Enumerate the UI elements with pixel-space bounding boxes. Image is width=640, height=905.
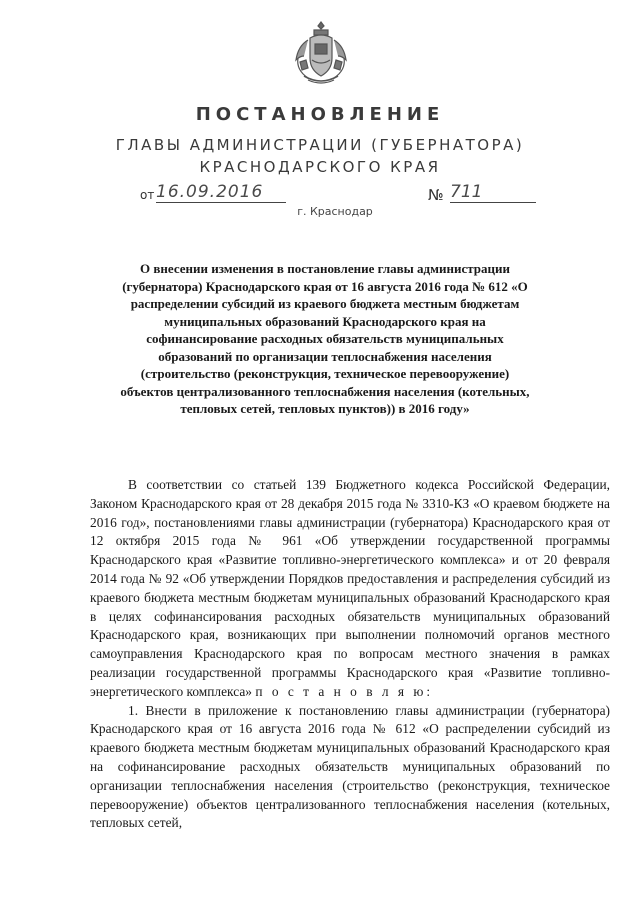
document-type-heading: ПОСТАНОВЛЕНИЕ [195,104,445,125]
item-1-paragraph: 1. Внести в приложение к постановлению главы администрации (губернатора) Краснодарского края от 16 августа 2016 года № 612 «О распределении субсидий из краевого бюджета местным бюджетам муниципальных образований Краснодарского края на софинансирование расходных обязательств муниципальных образований по организации теплоснабжения населения (строительство (реконструкция, техническое перевооружение) объектов централизованного теплоснабжения населения (котельных, тепловых сетей, [90,702,610,831]
document-body [90,476,610,833]
date-value: 16.09.2016 [156,182,286,203]
resolve-text: п о с т а н о в л я ю: [255,683,434,699]
issuer-heading-line2: КРАСНОДАРСКОГО КРАЯ [199,158,441,176]
number-label: № [428,186,444,204]
date-label: от [140,188,155,202]
krasnodar-coat-of-arms-icon [290,18,352,90]
issuer-heading-line1: ГЛАВЫ АДМИНИСТРАЦИИ (ГУБЕРНАТОРА) [115,136,525,154]
document-title: О внесении изменения в постановление главы администрации (губернатора) Краснодарского края от 16 августа 2016 года № 612 «О распределении субсидий из краевого бюджета местным бюджетам муниципальных образований Краснодарского края на софинансирование расходных обязательств муниципальных образований по организации теплоснабжения населения (строительство (реконструкция, техническое перевооружение) объектов централизованного теплоснабжения населения (котельных, тепловых сетей, тепловых пунктов)) в 2016 году» [120,261,530,416]
preamble-paragraph [90,476,610,702]
preamble-text: В соответствии со статьей 139 Бюджетного кодекса Российской Федерации, Законом Краснодарского края от 28 декабря 2015 года № 3310-КЗ «О краевом бюджете на 2016 год», постановлениями главы администрации (губернатора) Краснодарского края от 12 октября 2015 года № 961 «Об утверждении государственной программы Краснодарского края «Развитие топливно-энергетического комплекса» и от 20 февраля 2014 года № 92 «Об утверждении Порядков предоставления и распределения субсидий из краевого бюджета местным бюджетам муниципальных образований Краснодарского края в целях софинансирования расходных обязательств муниципальных образований Краснодарского края, возникающих при выполнении полномочий органов местного самоуправления Краснодарского края по вопросам местного значения в рамках реализации государственной программы Краснодарского края «Развитие топливно-энергетического комплекса» [90,477,610,699]
city-label: г. Краснодар [297,205,373,218]
number-value: 711 [450,182,536,203]
